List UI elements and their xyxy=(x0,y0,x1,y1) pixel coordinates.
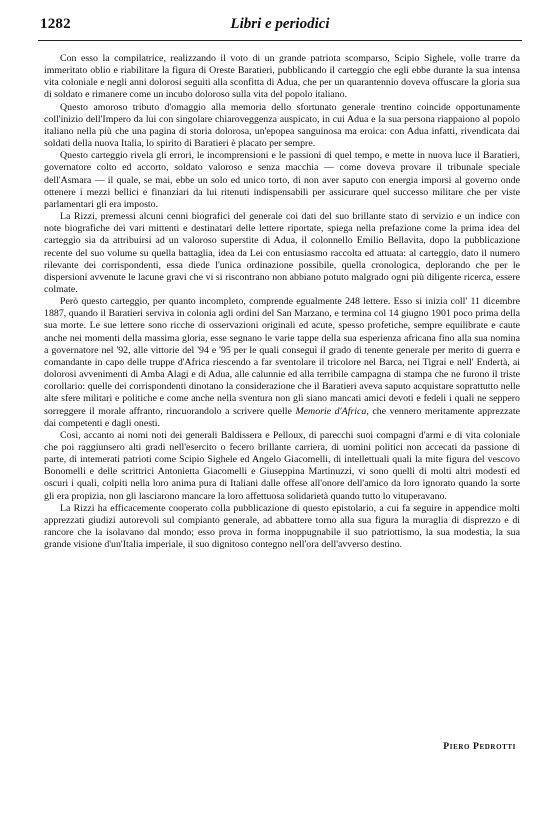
article-body xyxy=(44,53,520,551)
running-title: Libri e periodici xyxy=(230,16,330,32)
page-number: 1282 xyxy=(40,16,71,32)
paragraph-2: Questo amoroso tributo d'omaggio alla memoria dello sfortunato generale trentino coincide opportunamente coll'inizio dell'Impero da lui con singolare chiaroveggenza auspicato, in cui Adua e la sua persona riappaiono al popolo italiano nella più che una pagina di storia dolorosa, un'epopea sanguinosa ma eroica: con Adua infatti, rivendicata dai soldati della nuova Italia, lo spirito di Baratieri è placato per sempre. xyxy=(44,101,520,150)
paragraph-3: Questo carteggio rivela gli errori, le incomprensioni e le passioni di quel tempo, e mette in nuova luce il Baratieri, governatore colto ed accorto, soldato valoroso e senza macchia — come doveva provare il tribunale speciale dell'Asmara — il quale, se mai, ebbe un solo ed unico torto, di non aver saputo con energia imporsi al governo onde ottenere i mezzi bellici e finanziari da lui ritenuti indispensabili per assicurare quel successo militare che per viste parlamentari gli era imposto. xyxy=(44,150,520,210)
book-title: Memorie d'Africa xyxy=(295,405,367,417)
author-signature xyxy=(443,741,516,752)
header-rule xyxy=(38,40,522,41)
paragraph-1: Con esso la compilatrice, realizzando il voto di un grande patriota scomparso, Scipio Sighele, volle trarre da immeritato oblio e riabilitare la figura di Oreste Baratieri, pubblicando il carteggio che egli ebbe durante la sua intensa vita coloniale e negli anni dolorosi seguiti alla sconfitta di Adua, che per un quarantennio doveva offuscare la gloria sua di soldato e rimanere come un incubo doloroso sulla vita del popolo italiano. xyxy=(44,53,520,101)
paragraph-4: La Rizzi, premessi alcuni cenni biografici del generale coi dati del suo brillante stato di servizio e un indice con note biografiche dei vari mittenti e destinatari delle lettere riportate, spiega nella prefazione come la prima idea del carteggio sia da attribuirsi ad un valoroso superstite di Adua, il colonnello Emilio Bellavita, dopo la pubblicazione recente del suo volume su quella battaglia, idea da Lei con entusiasmo raccolta ed attuata: al carteggio, dato il numero rilevante dei corrispondenti, essa diede l'unica ordinazione possibile, quella cronologica, deplorando che per le dispersioni avvenute le lacune gravi che vi si riscontrano non abbiano potuto malgrado ogni più diligente ricerca, essere colmate. xyxy=(44,211,520,295)
paragraph-5: Però questo carteggio, per quanto incompleto, comprende egualmente 248 lettere. Esso si inizia coll' 11 dicembre 1887, quando il Baratieri serviva in colonia agli ordini del San Marzano, e termina col 14 giugno 1901 poco prima della sua morte. Le sue lettere sono ricche di osservazioni originali ed acute, spesso profetiche, sempre equilibrate e caute anche nei momenti della massima gloria, esse segnano le varie tappe della sua esperienza africana fino alla sua nomina a governatore nel '92, alle vittorie del '94 e '95 per le quali conseguì il grado di tenente generale per merito di guerra e comandante in capo delle truppe d'Africa riescendo a far sventolare il tricolore nel Barca, nei Tigrai e nell' Endertà, ai dolorosi avvenimenti di Amba Alagi e di Adua, alle calunnie ed alla terribile campagna di stampa che ne furono il triste corollario: quelle dei corrispondenti dinotano la considerazione che il Baratieri aveva saputo acquistare soprattutto nelle alte sfere militari e politiche e come anche nella sventura non gli siano mancati amici devoti e fedeli i quali ne seppero sorreggere il morale affranto, rincuorandolo a scrivere quelle Memorie d'Africa, che vennero meritamente apprezzate dai competenti e dagli onesti. xyxy=(44,296,520,429)
author-first-name: Piero xyxy=(443,741,471,752)
author-last-name: Pedrotti xyxy=(473,741,516,752)
paragraph-6: Così, accanto ai nomi noti dei generali Baldissera e Pelloux, di parecchi suoi compagni d'armi e di vita coloniale che poi raggiunsero alti gradi nell'esercito o fecero brillante carriera, di uomini politici non accecati da passione di parte, di intemerati patrioti come Scipio Sighele ed Angelo Giacomelli, di intellettuali quali la mite figura del vescovo Bonomelli e delle scrittrici Antonietta Giacomelli e Giuseppina Martinuzzi, vi sono quelli di molti altri modesti ed oscuri i quali, colpiti nella loro anima pura di Italiani dalle offese all'onore dell'amico da loro ignorato quando la sorte gli era propizia, non gli lasciarono mancare la loro affettuosa solidarietà quando tutto lo vituperavano. xyxy=(44,429,520,502)
page-header xyxy=(40,16,520,36)
paragraph-7: La Rizzi ha efficacemente cooperato colla pubblicazione di questo epistolario, a cui fa seguire in appendice molti apprezzati giudizi autorevoli sul compianto generale, ad abbattere torno alla sua figura la muraglia di disprezzo e di rancore che la isolavano dal mondo; esso prova in forma inoppugnabile il suo patriottismo, la sua modestia, la sua grande visione d'un'Italia imperiale, il suo dignitoso contegno nell'ora dell'avverso destino. xyxy=(44,502,520,551)
